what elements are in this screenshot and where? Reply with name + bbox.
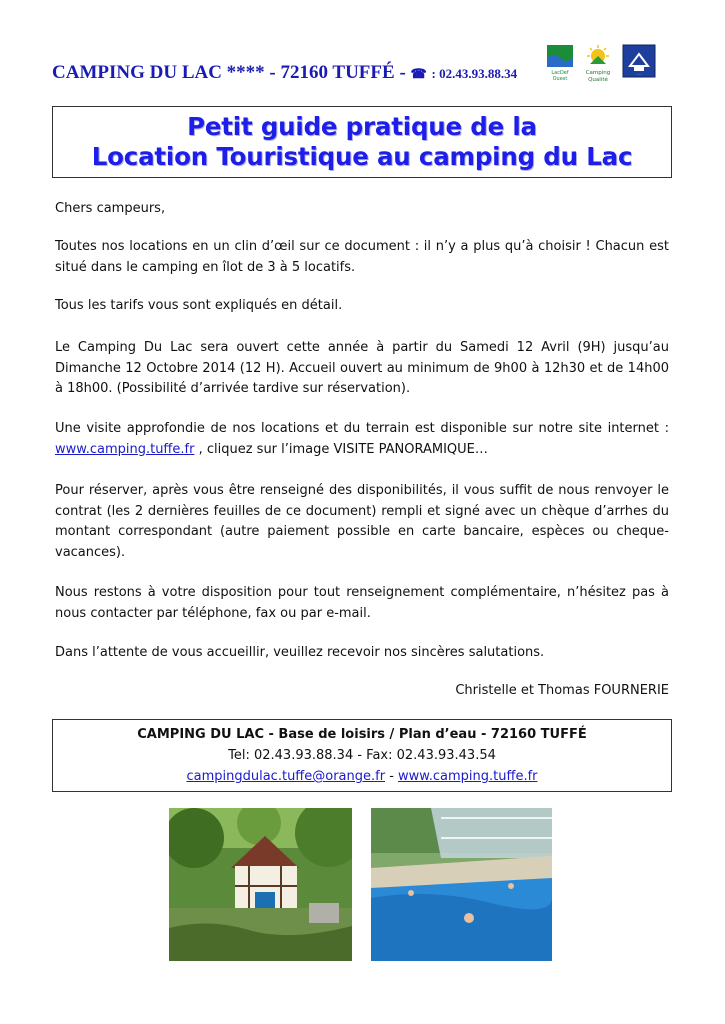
header-phone: : 02.43.93.88.34 (431, 66, 518, 81)
qualite-text: Camping (585, 70, 611, 76)
letter-paragraph-1 (55, 237, 669, 278)
letter-paragraph-6 (55, 583, 669, 624)
paragraph-text: Dans l’attente de vous accueillir, veuillez recevoir nos sincères salutations. (55, 645, 545, 660)
website-link[interactable]: www.camping.tuffe.fr (55, 441, 195, 457)
letter-paragraph-5 (55, 481, 669, 563)
signature: Christelle et Thomas FOURNERIE (455, 683, 669, 698)
paragraph-text: Pour réserver, après vous être renseigné des disponibilités, il vous suffit de nous renvoyer le contrat (les 2 dernières feuilles de ce document) rempli et signé avec un chèque d’arrhes du montant correspondant (autre paiement possible en carte bancaire, espèces ou cheque-vacances). (55, 483, 669, 560)
title-line-2: Location Touristique au camping du Lac (91, 142, 633, 171)
paragraph-text: Le Camping Du Lac sera ouvert cette année à partir du Samedi 12 Avril (9H) jusqu’au Dimanche 12 Octobre 2014 (12 H). Accueil ouvert au minimum de 9h00 à 12h30 et de 14h00 à 18h00. (Possibilité d’arrivée tardive sur réservation). (55, 340, 669, 396)
letter-paragraph-2 (55, 296, 669, 317)
website-link[interactable]: www.camping.tuffe.fr (398, 769, 538, 784)
paragraph-text: Tous les tarifs vous sont expliqués en détail. (55, 298, 343, 313)
letter-paragraph-7 (55, 643, 669, 664)
phone-icon: ☎ (410, 66, 427, 81)
paragraph-text: Toutes nos locations en un clin d’œil sur ce document : il n’y a plus qu’à choisir ! Chacun est situé dans le camping en îlot de 3 à 5 locatifs. (55, 239, 669, 275)
paragraph-text-end: , cliquez sur l’image VISITE PANORAMIQUE… (194, 441, 488, 457)
letter-paragraph-3 (55, 338, 669, 400)
contact-address: CAMPING DU LAC - Base de loisirs / Plan d’eau - 72160 TUFFÉ (137, 727, 587, 742)
contact-box (52, 719, 672, 792)
contact-phone-fax: Tel: 02.43.93.88.34 - Fax: 02.43.93.43.54 (228, 748, 496, 763)
contact-links (53, 766, 671, 787)
header-title: CAMPING DU LAC **** - 72160 TUFFÉ - (52, 62, 406, 83)
lacdef-text: LacDef (551, 70, 569, 76)
title-box (52, 106, 672, 178)
document-header (52, 62, 517, 84)
camping-qualite-logo (583, 44, 613, 84)
lacdef-logo (546, 44, 574, 82)
tourisme-logo (622, 44, 656, 78)
paragraph-text (55, 419, 669, 460)
letter-paragraph-4 (55, 419, 669, 460)
reception-building-photo (169, 808, 352, 961)
qualite-subtext: Qualité (588, 77, 608, 83)
letter-greeting (55, 199, 669, 220)
contact-separator: - (385, 769, 399, 784)
lacdef-subtext: Ouest (552, 76, 568, 82)
paragraph-text-start: Une visite approfondie de nos locations et du terrain est disponible sur notre site internet : (55, 421, 669, 436)
greeting-text: Chers campeurs, (55, 201, 166, 216)
svg-text:·····: ····· (636, 72, 642, 76)
paragraph-text: Nous restons à votre disposition pour tout renseignement complémentaire, n’hésitez pas à nous contacter par téléphone, fax ou par e-mail. (55, 585, 669, 621)
email-link[interactable]: campingdulac.tuffe@orange.fr (186, 769, 386, 784)
swimming-pool-photo (371, 808, 552, 961)
title-line-1: Petit guide pratique de la (187, 112, 537, 141)
